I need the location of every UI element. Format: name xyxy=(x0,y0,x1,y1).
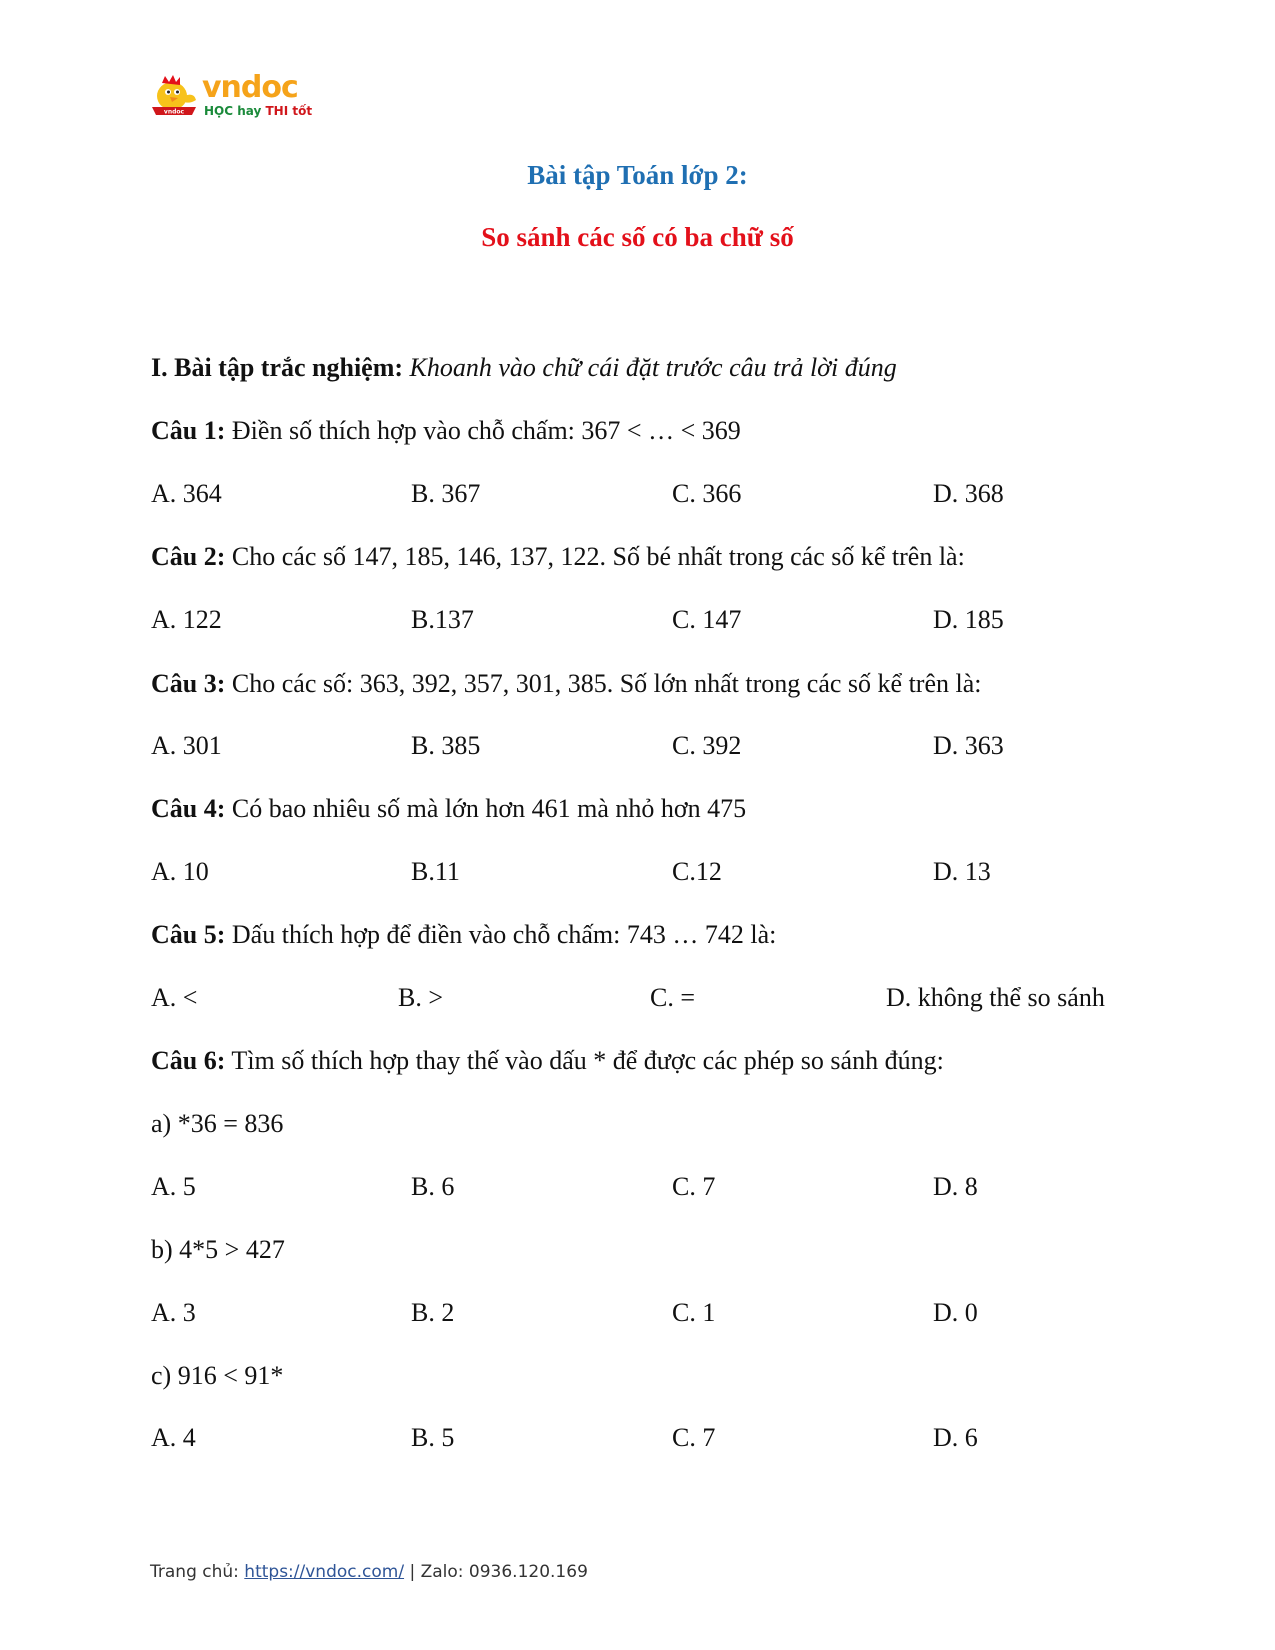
option-d[interactable]: D. 6 xyxy=(933,1423,978,1452)
home-label: Trang chủ: xyxy=(150,1562,245,1582)
option-c[interactable]: C. 366 xyxy=(672,479,742,508)
option-d[interactable]: D. 185 xyxy=(933,605,1004,634)
question-6 xyxy=(151,1045,944,1077)
sub-question-c: c) 916 < 91* xyxy=(151,1361,284,1390)
option-b[interactable]: B. > xyxy=(398,983,444,1012)
question-text: Điền số thích hợp vào chỗ chấm: 367 < … < 369 xyxy=(225,416,741,445)
option-a[interactable]: A. 122 xyxy=(151,605,222,634)
option-d[interactable]: D. 13 xyxy=(933,857,991,886)
sub-question-b: b) 4*5 > 427 xyxy=(151,1235,285,1264)
option-b[interactable]: B. 6 xyxy=(411,1172,455,1201)
question-5 xyxy=(151,919,776,951)
svg-text:vndoc: vndoc xyxy=(163,108,185,116)
question-label: Câu 2: xyxy=(151,542,226,571)
section-label: I. Bài tập trắc nghiệm: xyxy=(151,353,404,382)
question-label: Câu 6: xyxy=(151,1046,226,1075)
option-b[interactable]: B.11 xyxy=(411,857,460,886)
option-a[interactable]: A. 10 xyxy=(151,857,209,886)
question-label: Câu 3: xyxy=(151,669,226,698)
page-subtitle: So sánh các số có ba chữ số xyxy=(481,222,794,252)
option-b[interactable]: B.137 xyxy=(411,605,474,634)
option-b[interactable]: B. 367 xyxy=(411,479,481,508)
option-a[interactable]: A. 4 xyxy=(151,1423,196,1452)
question-3 xyxy=(151,668,981,700)
question-text: Tìm số thích hợp thay thế vào dấu * để được các phép so sánh đúng: xyxy=(225,1046,944,1075)
slogan-part2: THI tốt xyxy=(265,104,313,118)
footer-separator: | xyxy=(404,1562,421,1582)
question-text: Dấu thích hợp để điền vào chỗ chấm: 743 … 742 là: xyxy=(225,920,777,949)
option-c[interactable]: C. 392 xyxy=(672,731,742,760)
option-a[interactable]: A. 301 xyxy=(151,731,222,760)
option-c[interactable]: C. 147 xyxy=(672,605,742,634)
home-link[interactable]: https://vndoc.com/ xyxy=(244,1562,405,1582)
question-4 xyxy=(151,793,746,825)
question-text: Cho các số 147, 185, 146, 137, 122. Số bé nhất trong các số kể trên là: xyxy=(225,542,965,571)
question-text: Có bao nhiêu số mà lớn hơn 461 mà nhỏ hơn 475 xyxy=(225,794,747,823)
option-d[interactable]: D. 363 xyxy=(933,731,1004,760)
option-d[interactable]: D. không thể so sánh xyxy=(886,983,1105,1012)
option-c[interactable]: C. 1 xyxy=(672,1298,716,1327)
page-title: Bài tập Toán lớp 2: xyxy=(527,160,748,190)
option-a[interactable]: A. < xyxy=(151,983,198,1012)
option-d[interactable]: D. 368 xyxy=(933,479,1004,508)
option-d[interactable]: D. 0 xyxy=(933,1298,978,1327)
option-c[interactable]: C. = xyxy=(650,983,696,1012)
option-a[interactable]: A. 3 xyxy=(151,1298,196,1327)
question-text: Cho các số: 363, 392, 357, 301, 385. Số lớn nhất trong các số kể trên là: xyxy=(225,669,982,698)
zalo-contact: Zalo: 0936.120.169 xyxy=(420,1562,588,1582)
chicken-mascot-icon xyxy=(150,74,200,120)
section-instruction: Khoanh vào chữ cái đặt trước câu trả lời đúng xyxy=(409,353,897,382)
option-c[interactable]: C.12 xyxy=(672,857,722,886)
sub-question-a: a) *36 = 836 xyxy=(151,1109,284,1138)
brand-slogan xyxy=(204,104,312,118)
slogan-part1: HỌC hay xyxy=(204,104,266,118)
option-d[interactable]: D. 8 xyxy=(933,1172,978,1201)
vndoc-logo xyxy=(150,70,313,125)
option-a[interactable]: A. 364 xyxy=(151,479,222,508)
page-footer xyxy=(150,1562,588,1582)
question-label: Câu 5: xyxy=(151,920,226,949)
option-b[interactable]: B. 385 xyxy=(411,731,481,760)
question-label: Câu 1: xyxy=(151,416,226,445)
question-label: Câu 4: xyxy=(151,794,226,823)
brand-name: vndoc xyxy=(202,70,298,105)
question-2 xyxy=(151,541,965,573)
option-b[interactable]: B. 2 xyxy=(411,1298,455,1327)
option-b[interactable]: B. 5 xyxy=(411,1423,455,1452)
option-c[interactable]: C. 7 xyxy=(672,1423,716,1452)
question-1 xyxy=(151,415,741,447)
section-heading xyxy=(151,352,897,384)
option-c[interactable]: C. 7 xyxy=(672,1172,716,1201)
option-a[interactable]: A. 5 xyxy=(151,1172,196,1201)
